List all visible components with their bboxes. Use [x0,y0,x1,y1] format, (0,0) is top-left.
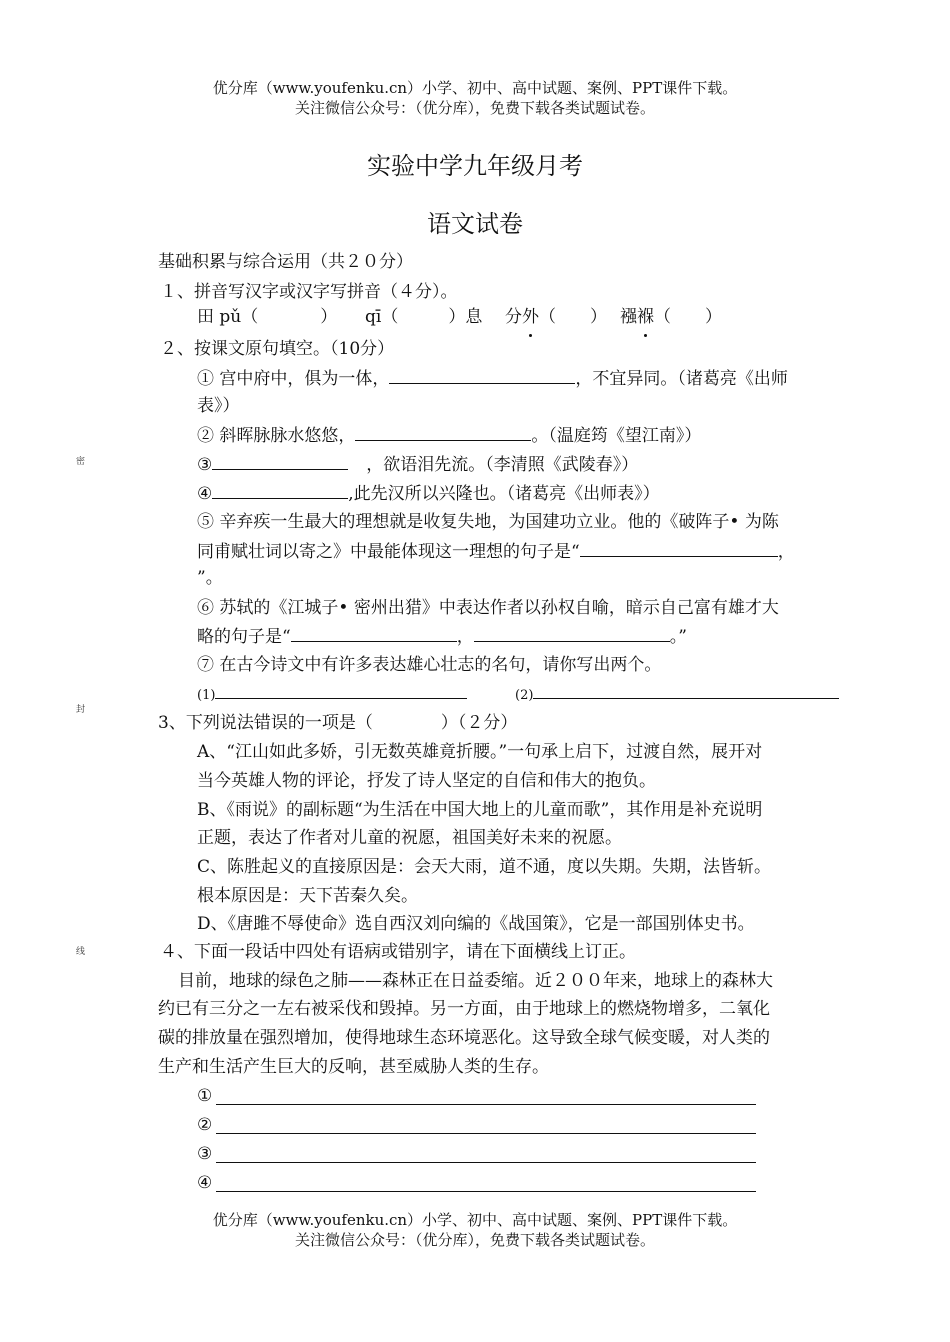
q2-item-6-line2: 略的句子是“ ， 。” [197,624,687,649]
q2-item-1-cont: 表》） [197,396,240,416]
header-line-1: 优分库（www.youfenku.cn）小学、初中、高中试题、案例、PPT课件下载。 [212,79,738,97]
q1-stem: １、拼音写汉字或汉字写拼音（４分）。 [160,282,458,302]
q2-item-7-answer-1: (1) [197,684,467,705]
q2-item-4: ④ ,此先汉所以兴隆也。（诸葛亮《出师表》） [197,481,660,506]
emphasis-dot: 褓 [637,307,654,327]
q4-answer-label-2: ② [197,1115,213,1135]
answer-blank[interactable] [389,366,575,384]
q3-option-a-line2: 当今英雄人物的评论，抒发了诗人坚定的自信和伟大的抱负。 [197,771,656,791]
margin-mark-3: 线 [76,947,86,957]
q2-item-5-line3: ”。 [197,568,223,588]
q3-option-a-line1: A、“江山如此多娇，引无数英雄竟折腰。”一句承上启下，过渡自然，展开对 [197,742,763,762]
q3-option-c-line2: 根本原因是：天下苦秦久矣。 [197,886,418,906]
answer-blank[interactable] [291,624,457,642]
q1-item-c: 分外（ ） [505,307,607,327]
q4-answer-label-4: ④ [197,1173,213,1193]
header-line-2: 关注微信公众号：（优分库），免费下载各类试题试卷。 [294,99,655,117]
q2-item-3: ③ ，欲语泪先流。（李清照《武陵春》） [197,452,638,477]
answer-blank[interactable] [533,684,839,699]
q3-stem: 3、下列说法错误的一项是（ ）（２分） [158,713,518,733]
page-title: 实验中学九年级月考 [367,152,583,180]
answer-blank[interactable] [474,624,670,642]
answer-blank[interactable] [215,684,467,699]
q4-paragraph-line1: 目前，地球的绿色之肺——森林正在日益委缩。近２００年来，地球上的森林大 [178,971,773,991]
q3-option-d-line1: D、《唐雎不辱使命》选自西汉刘向编的《战国策》，它是一部国别体史书。 [197,914,755,934]
q2-item-1: ① 宫中府中，俱为一体， ，不宜异同。（诸葛亮《出师 [197,366,788,391]
answer-blank[interactable] [355,423,531,441]
q4-paragraph-line2: 约已有三分之一左右被采伐和毁掉。另一方面，由于地球上的燃烧物增多，二氧化 [158,999,770,1019]
answer-blank[interactable] [212,452,348,470]
q1-item-d: 襁褓（ ） [620,307,722,327]
emphasis-dot: 外 [522,307,539,327]
q1-item-b: qī（ ）息 [365,307,483,327]
q3-option-b-line1: B、《雨说》的副标题“为生活在中国大地上的儿童而歌”，其作用是补充说明 [197,800,763,820]
answer-blank[interactable] [212,481,348,499]
q2-item-6-line1: ⑥ 苏轼的《江城子• 密州出猎》中表达作者以孙权自喻，暗示自己富有雄才大 [197,598,779,618]
q4-answer-line-4[interactable] [216,1191,756,1192]
q4-answer-line-3[interactable] [216,1162,756,1163]
margin-mark-1: 密 [76,457,86,467]
q1-item-a: 田 pǔ（ ） [197,307,338,327]
q4-answer-line-1[interactable] [216,1104,756,1105]
q2-item-7: ⑦ 在古今诗文中有许多表达雄心壮志的名句，请你写出两个。 [197,655,662,675]
q2-item-2: ② 斜晖脉脉水悠悠， 。（温庭筠《望江南》） [197,423,701,448]
section-heading: 基础积累与综合运用（共２０分） [158,252,413,272]
q4-answer-line-2[interactable] [216,1133,756,1134]
footer-line-2: 关注微信公众号：（优分库），免费下载各类试题试卷。 [294,1231,655,1249]
q4-stem: ４、下面一段话中四处有语病或错别字，请在下面横线上订正。 [160,942,636,962]
footer-line-1: 优分库（www.youfenku.cn）小学、初中、高中试题、案例、PPT课件下载。 [212,1211,738,1229]
answer-blank[interactable] [580,539,778,557]
q2-item-7-answer-2: (2) [515,684,839,705]
q2-item-5-line2: 同甫赋壮词以寄之》中最能体现这一理想的句子是“ ， [197,539,795,564]
q4-answer-label-3: ③ [197,1144,213,1164]
q4-answer-label-1: ① [197,1086,213,1106]
page-subtitle: 语文试卷 [427,210,523,238]
q2-item-5-line1: ⑤ 辛弃疾一生最大的理想就是收复失地，为国建功立业。他的《破阵子• 为陈 [197,512,779,532]
q2-stem: ２、按课文原句填空。（10分） [160,339,395,359]
q4-paragraph-line4: 生产和生活产生巨大的反响，甚至威胁人类的生存。 [158,1057,549,1077]
q4-paragraph-line3: 碳的排放量在强烈增加，使得地球生态环境恶化。这导致全球气候变暖，对人类的 [158,1028,770,1048]
q3-option-b-line2: 正题，表达了作者对儿童的祝愿，祖国美好未来的祝愿。 [197,828,622,848]
margin-mark-2: 封 [76,705,86,715]
q3-option-c-line1: C、陈胜起义的直接原因是：会天大雨，道不通，度以失期。失期，法皆斩。 [197,857,772,877]
